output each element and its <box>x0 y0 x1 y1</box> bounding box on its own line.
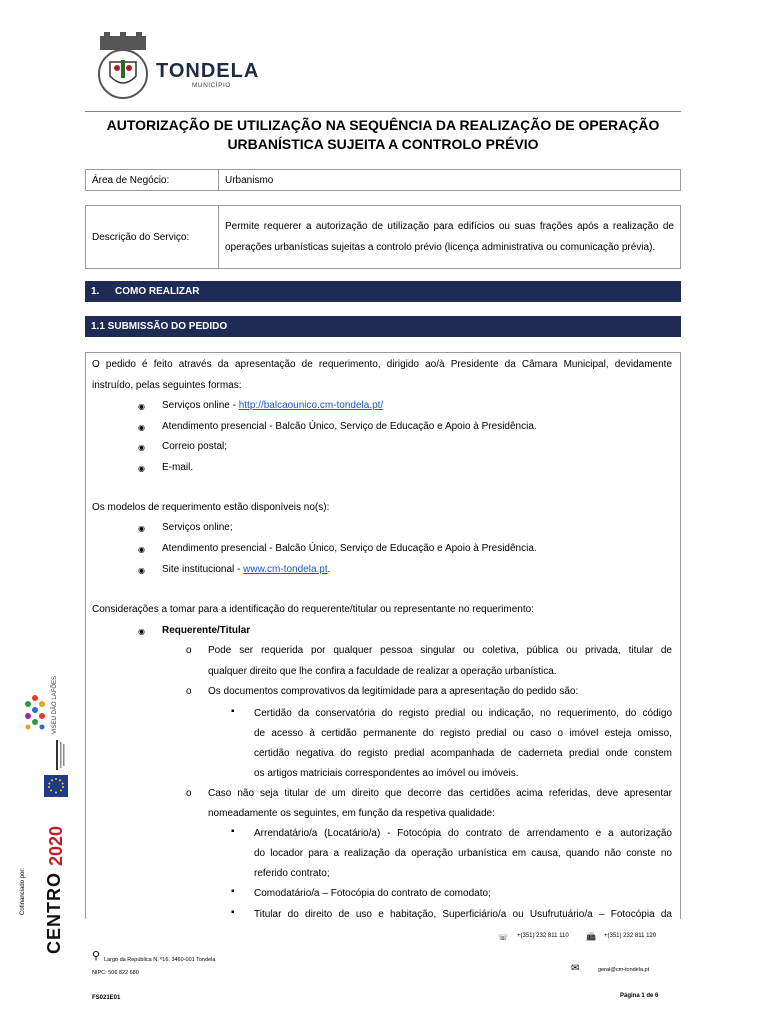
models-intro: Os modelos de requerimento estão disponíveis no(s): <box>92 502 330 513</box>
centro-text: CENTRO <box>44 872 64 954</box>
intro-line-1: O pedido é feito através da apresentação de requerimento, dirigido ao/à Presidente da Câmara Municipal, devidamente <box>92 359 672 370</box>
bullet-icon: ◉ <box>138 524 145 533</box>
arr-line-2: do locador para a realização da operação urbanística em causa, quando não conste no <box>254 848 672 859</box>
service-description-value: Permite requerer a autorização de utilização para edifícios ou suas frações após a realização de operações urbanísticas sujeitas a controlo prévio (licença administrativa ou comunicação prévia). <box>219 206 681 269</box>
business-area-label: Área de Negócio: <box>86 170 219 191</box>
footer-page-number: Página 1 de 6 <box>620 993 659 999</box>
req-a-line-1: Pode ser requerida por qualquer pessoa singular ou coletiva, pública ou privada, titular de <box>208 645 672 656</box>
model-item-online: Serviços online; <box>162 522 233 533</box>
footer-address: Largo da República N. º16, 3460-001 Tondela <box>104 957 216 963</box>
requerente-title: Requerente/Titular <box>162 625 251 636</box>
bullet-icon: ◉ <box>138 423 145 432</box>
intro-line-2: instruído, pelas seguintes formas: <box>92 380 242 391</box>
square-marker: ▪ <box>231 886 235 897</box>
square-marker: ▪ <box>231 907 235 918</box>
req-c-line-1: Caso não seja titular de um direito que decorre das certidões acima referidas, deve apresentar <box>208 788 672 799</box>
bullet-icon: ◉ <box>138 464 145 473</box>
considerations-text: Considerações a tomar para a identificação do requerente/titular ou representante no requerimento: <box>92 604 534 615</box>
list-item-postal: Correio postal; <box>162 441 228 452</box>
circle-marker: o <box>186 686 192 697</box>
req-b-line: Os documentos comprovativos da legitimidade para a apresentação do pedido são: <box>208 686 579 697</box>
cert-line-4: os artigos matriciais correspondentes ao imóvel ou imóveis. <box>254 768 519 779</box>
site-link[interactable]: www.cm-tondela.pt <box>243 564 328 575</box>
viseu-dao-lafoes-logo <box>22 675 70 734</box>
centro-2020-logo <box>44 872 72 954</box>
service-description-table <box>85 205 681 269</box>
site-suffix: . <box>327 564 331 575</box>
brand-subtitle: MUNICÍPIO <box>192 82 231 89</box>
list-item-email: E-mail. <box>162 462 194 473</box>
square-marker: ▪ <box>231 706 235 717</box>
model-item-presencial: Atendimento presencial - Balcão Único, Serviço de Educação e Apoio à Presidência. <box>162 543 537 554</box>
portugal-2020-logo <box>44 808 70 868</box>
bullet-icon: ◉ <box>138 545 145 554</box>
hexagon-dots-icon <box>22 694 48 730</box>
section-title: COMO REALIZAR <box>115 286 200 297</box>
p2020-text: 2020 <box>46 825 66 866</box>
header-divider <box>85 111 681 112</box>
circle-marker: o <box>186 788 192 799</box>
list-item-online <box>162 400 383 411</box>
online-prefix: Serviços online - <box>162 400 239 411</box>
bullet-icon: ◉ <box>138 566 145 575</box>
balcao-unico-link[interactable]: http://balcaounico.cm-tondela.pt/ <box>238 400 384 411</box>
document-title <box>85 116 681 154</box>
titular-line: Titular do direito de uso e habitação, Superficiário/a ou Usufrutuário/a – Fotocópia da <box>254 909 672 920</box>
arr-line-3: referido contrato; <box>254 868 330 879</box>
bullet-icon: ◉ <box>138 627 145 636</box>
model-item-site <box>162 564 330 575</box>
subsection-title: 1.1 SUBMISSÃO DO PEDIDO <box>91 321 228 332</box>
cert-line-1: Certidão da conservatória do registo predial ou indicação, no requerimento, do código <box>254 708 672 719</box>
bullet-icon: ◉ <box>138 443 145 452</box>
municipality-crest-logo <box>90 32 156 102</box>
square-marker: ▪ <box>231 826 235 837</box>
section-number: 1. <box>91 286 100 297</box>
footer-nipc: NIPC: 506 822 680 <box>92 970 139 976</box>
phone-icon: ☏ <box>498 933 509 942</box>
bullet-icon: ◉ <box>138 402 145 411</box>
footer-document-code: FS021E01 <box>92 995 121 1001</box>
section-bar-submissao <box>85 316 681 337</box>
list-item-presencial: Atendimento presencial - Balcão Único, Serviço de Educação e Apoio à Presidência. <box>162 421 537 432</box>
business-area-value: Urbanismo <box>219 170 681 191</box>
business-area-table <box>85 169 681 191</box>
title-line-2: URBANÍSTICA SUJEITA A CONTROLO PRÉVIO <box>227 136 539 152</box>
cofinanced-label: Cofinanciado por: <box>20 867 26 915</box>
footer-email: geral@cm-tondela.pt <box>598 967 650 973</box>
brand-name: TONDELA <box>156 60 260 82</box>
comodatario-line: Comodatário/a – Fotocópia do contrato de comodato; <box>254 888 491 899</box>
eu-flag-icon <box>44 775 68 797</box>
footer-fax: +(351) 232 811 120 <box>604 933 657 939</box>
fax-icon: 📠 <box>586 932 596 941</box>
section-bar-como-realizar <box>85 281 681 302</box>
title-line-1: AUTORIZAÇÃO DE UTILIZAÇÃO NA SEQUÊNCIA DA REALIZAÇÃO DE OPERAÇÃO <box>106 117 660 133</box>
footer-phone: +(351) 232 811 110 <box>517 933 569 939</box>
circle-marker: o <box>186 645 192 656</box>
visit-text: VISEU DÃO LAFÕES <box>52 675 58 734</box>
req-a-line-2: qualquer direito que lhe confira a faculdade de realizar a operação urbanística. <box>208 666 557 677</box>
service-description-label: Descrição do Serviço: <box>86 206 219 269</box>
cert-line-3: certidão negativa do registo predial acompanhada de caderneta predial onde constem <box>254 748 672 759</box>
cert-line-2: de acesso à certidão permanente do registo predial ou caso o imóvel esteja omisso, <box>254 728 672 739</box>
email-icon: ✉ <box>571 963 580 974</box>
req-c-line-2: nomeadamente os seguintes, em função da respetiva qualidade: <box>208 808 495 819</box>
location-pin-icon: ⚲ <box>92 950 101 962</box>
arr-line-1: Arrendatário/a (Locatário/a) - Fotocópia do contrato de arrendamento e a autorização <box>254 828 672 839</box>
site-prefix: Site institucional - <box>162 564 244 575</box>
eu-fund-text-icon <box>44 740 68 770</box>
